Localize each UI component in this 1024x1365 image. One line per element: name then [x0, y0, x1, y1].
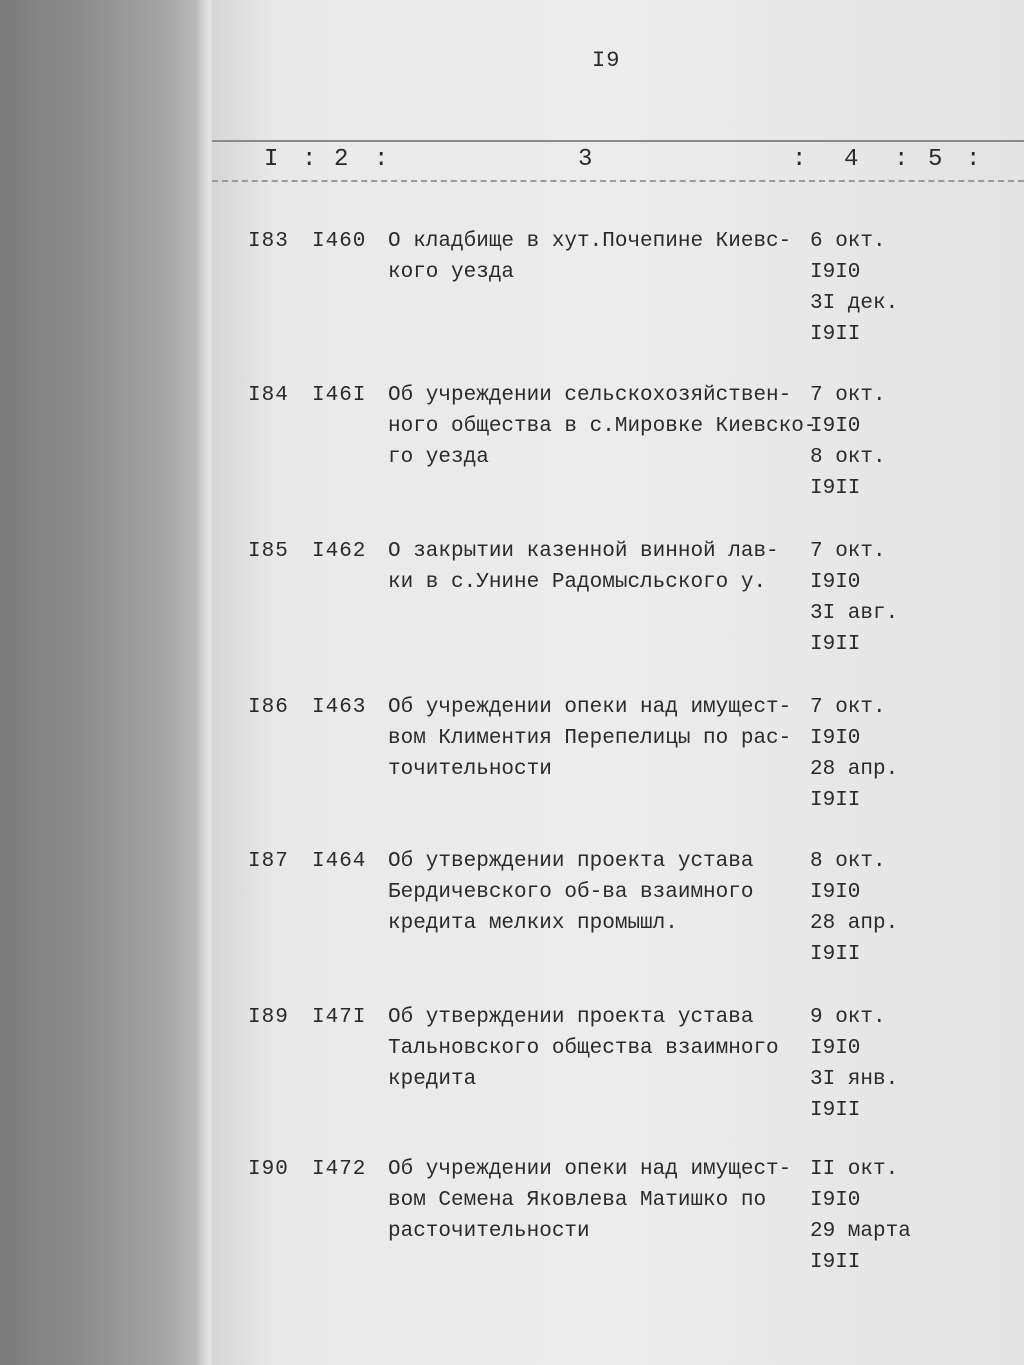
start-date: 8 окт.: [810, 850, 886, 873]
header-separator: :: [894, 146, 910, 173]
start-date: 7 окт.: [810, 540, 886, 563]
start-year: I9I0: [810, 415, 861, 438]
file-number: I460: [312, 230, 367, 253]
entry-dates: [810, 1002, 930, 1126]
entry-title-line: ки в с.Унине Радомысльского у.: [388, 571, 767, 594]
end-date: 3I янв.: [810, 1068, 899, 1091]
end-year: I9II: [810, 1099, 861, 1122]
entry-title-line: вом Семена Яковлева Матишко по: [388, 1189, 767, 1212]
entry-title-line: Бердичевского об-ва взаимного: [388, 881, 754, 904]
start-date: 9 окт.: [810, 1006, 886, 1029]
entry-title-line: О закрытии казенной винной лав-: [388, 540, 779, 563]
end-year: I9II: [810, 789, 861, 812]
header-col-5: 5: [928, 146, 944, 173]
end-year: I9II: [810, 943, 861, 966]
entry-title-line: кого уезда: [388, 261, 515, 284]
entry-title-line: го уезда: [388, 446, 489, 469]
entry-dates: [810, 226, 930, 350]
end-year: I9II: [810, 323, 861, 346]
entry-title-line: вом Климентия Перепелицы по рас-: [388, 727, 792, 750]
entry-title: [388, 1154, 808, 1247]
entry-title-line: Об учреждении опеки над имущест-: [388, 696, 792, 719]
header-separator: :: [792, 146, 808, 173]
header-col-1: I: [264, 146, 280, 173]
end-date: 28 апр.: [810, 758, 899, 781]
start-year: I9I0: [810, 727, 861, 750]
end-date: 3I авг.: [810, 602, 899, 625]
entry-title-line: ного общества в с.Мировке Киевско-: [388, 415, 817, 438]
entry-number: I84: [248, 384, 289, 407]
start-date: 6 окт.: [810, 230, 886, 253]
end-year: I9II: [810, 633, 861, 656]
header-separator: :: [966, 146, 982, 173]
start-date: II окт.: [810, 1158, 899, 1181]
file-number: I464: [312, 850, 367, 873]
entry-number: I85: [248, 540, 289, 563]
entry-number: I87: [248, 850, 289, 873]
header-col-2: 2: [334, 146, 350, 173]
entry-title: [388, 1002, 808, 1095]
entry-number: I83: [248, 230, 289, 253]
file-number: I46I: [312, 384, 367, 407]
left-page: [0, 0, 220, 1365]
entry-title-line: точительности: [388, 758, 552, 781]
file-number: I463: [312, 696, 367, 719]
entry-title: [388, 536, 808, 598]
entry-title-line: кредита мелких промышл.: [388, 912, 678, 935]
end-year: I9II: [810, 477, 861, 500]
entry-dates: [810, 1154, 930, 1278]
entry-title: [388, 226, 808, 288]
page-number: I9: [592, 48, 621, 73]
end-date: 28 апр.: [810, 912, 899, 935]
entry-title-line: Об утверждении проекта устава: [388, 1006, 754, 1029]
entry-number: I89: [248, 1006, 289, 1029]
entry-number: I90: [248, 1158, 289, 1181]
entry-title: [388, 846, 808, 939]
entry-number: I86: [248, 696, 289, 719]
header-col-3: 3: [578, 146, 594, 173]
entry-title-line: Об утверждении проекта устава: [388, 850, 754, 873]
entry-dates: [810, 846, 930, 970]
start-date: 7 окт.: [810, 696, 886, 719]
entry-dates: [810, 692, 930, 816]
start-year: I9I0: [810, 1189, 861, 1212]
start-year: I9I0: [810, 261, 861, 284]
header-top-rule: [212, 140, 1024, 142]
header-bottom-rule: [212, 180, 1024, 182]
start-date: 7 окт.: [810, 384, 886, 407]
entry-title-line: Об учреждении сельскохозяйствен-: [388, 384, 792, 407]
entry-title: [388, 692, 808, 785]
entry-title-line: О кладбище в хут.Почепине Киевс-: [388, 230, 792, 253]
entry-title-line: кредита: [388, 1068, 477, 1091]
end-date: 8 окт.: [810, 446, 886, 469]
entry-title-line: расточительности: [388, 1220, 590, 1243]
start-year: I9I0: [810, 1037, 861, 1060]
file-number: I472: [312, 1158, 367, 1181]
entry-title-line: Об учреждении опеки над имущест-: [388, 1158, 792, 1181]
start-year: I9I0: [810, 881, 861, 904]
entry-title-line: Тальновского общества взаимного: [388, 1037, 779, 1060]
end-year: I9II: [810, 1251, 861, 1274]
header-col-4: 4: [844, 146, 860, 173]
header-separator: :: [302, 146, 318, 173]
file-number: I47I: [312, 1006, 367, 1029]
entry-dates: [810, 536, 930, 660]
entry-dates: [810, 380, 930, 504]
header-separator: :: [374, 146, 390, 173]
document-page: [212, 0, 1024, 1365]
start-year: I9I0: [810, 571, 861, 594]
end-date: 29 марта: [810, 1220, 911, 1243]
file-number: I462: [312, 540, 367, 563]
entry-title: [388, 380, 817, 473]
end-date: 3I дек.: [810, 292, 899, 315]
